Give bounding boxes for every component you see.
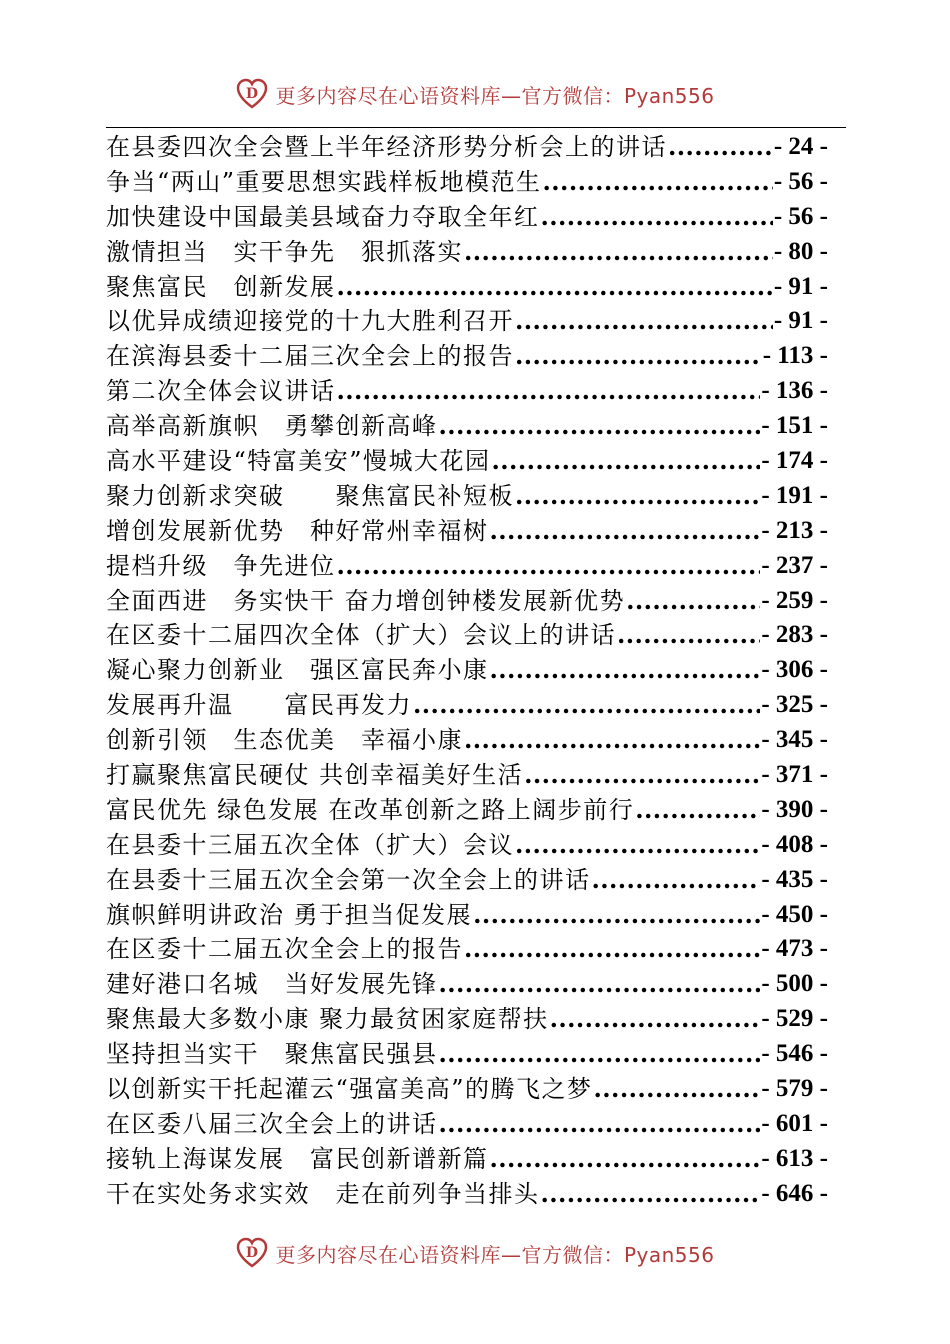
- toc-entry[interactable]: [106, 1142, 828, 1177]
- watermark-text: 更多内容尽在心语资料库—官方微信：Pyan556: [275, 1242, 715, 1267]
- toc-leader-dots: [540, 1177, 761, 1212]
- toc-leader-dots: [514, 339, 762, 374]
- toc-entry-page-number: - 24 -: [773, 133, 828, 160]
- toc-entry[interactable]: [106, 1037, 828, 1072]
- toc-entry-page-number: - 306 -: [761, 656, 828, 684]
- toc-entry[interactable]: [106, 1177, 828, 1212]
- toc-entry[interactable]: [106, 1002, 828, 1037]
- toc-entry-page-number: - 113 -: [762, 342, 828, 370]
- toc-entry-title: 在县委四次全会暨上半年经济形势分析会上的讲话: [106, 133, 667, 161]
- toc-entry-page-number: - 646 -: [761, 1179, 828, 1207]
- heart-d-logo-icon: [235, 77, 269, 111]
- toc-entry[interactable]: [106, 1107, 828, 1142]
- toc-entry-title: 提档升级 争先进位: [106, 551, 336, 580]
- toc-entry[interactable]: [106, 688, 828, 723]
- toc-entry[interactable]: [106, 235, 828, 270]
- toc-entry-title: 在县委十三届五次全会第一次全会上的讲话: [106, 865, 591, 894]
- toc-leader-dots: [438, 409, 761, 444]
- toc-entry-page-number: - 371 -: [761, 761, 828, 789]
- toc-entry-title: 聚焦最大多数小康 聚力最贫困家庭帮扶: [106, 1005, 549, 1034]
- toc-entry[interactable]: [106, 444, 828, 479]
- header-watermark: [0, 76, 950, 112]
- toc-entry[interactable]: [106, 828, 828, 863]
- toc-entry[interactable]: [106, 723, 828, 758]
- toc-entry-title: 加快建设中国最美县域奋力夺取全年红: [106, 202, 540, 231]
- toc-entry-page-number: - 345 -: [761, 726, 828, 754]
- toc-leader-dots: [336, 270, 773, 305]
- toc-entry-page-number: - 613 -: [761, 1144, 828, 1172]
- toc-entry-title: 凝心聚力创新业 强区富民奔小康: [106, 656, 489, 685]
- toc-entry-title: 干在实处务求实效 走在前列争当排头: [106, 1179, 540, 1208]
- toc-leader-dots: [472, 898, 760, 933]
- toc-entry-title: 发展再升温 富民再发力: [106, 691, 412, 720]
- toc-entry-title: 激情担当 实干争先 狠抓落实: [106, 237, 463, 266]
- toc-leader-dots: [463, 932, 760, 967]
- toc-leader-dots: [514, 479, 760, 514]
- toc-entry[interactable]: [106, 409, 828, 444]
- toc-entry-title: 以创新实干托起灌云“强富美高”的腾飞之梦: [106, 1075, 593, 1104]
- toc-leader-dots: [491, 444, 761, 479]
- toc-leader-dots: [489, 514, 761, 549]
- toc-entry-page-number: - 390 -: [761, 795, 828, 823]
- toc-entry-page-number: - 91 -: [773, 307, 828, 335]
- toc-entry-page-number: - 473 -: [761, 935, 828, 963]
- toc-entry[interactable]: [106, 514, 828, 549]
- toc-entry-title: 第二次全体会议讲话: [106, 377, 336, 406]
- toc-leader-dots: [593, 1072, 761, 1107]
- toc-entry[interactable]: [106, 1072, 828, 1107]
- toc-leader-dots: [489, 653, 761, 688]
- toc-entry[interactable]: [106, 549, 828, 584]
- toc-entry-page-number: - 435 -: [761, 865, 828, 893]
- toc-entry-page-number: - 601 -: [761, 1109, 828, 1137]
- toc-entry-title: 全面西进 务实快干 奋力增创钟楼发展新优势: [106, 586, 626, 615]
- toc-entry-title: 坚持担当实干 聚焦富民强县: [106, 1040, 438, 1069]
- toc-entry[interactable]: [106, 793, 828, 828]
- toc-leader-dots: [634, 793, 760, 828]
- toc-entry[interactable]: [106, 130, 828, 165]
- toc-entry-title: 富民优先 绿色发展 在改革创新之路上阔步前行: [106, 795, 635, 824]
- toc-leader-dots: [523, 758, 760, 793]
- toc-leader-dots: [463, 723, 760, 758]
- toc-leader-dots: [489, 1142, 761, 1177]
- toc-entry-title: 创新引领 生态优美 幸福小康: [106, 726, 463, 755]
- toc-entry-title: 旗帜鲜明讲政治 勇于担当促发展: [106, 900, 473, 929]
- heart-d-logo-icon: [235, 1236, 269, 1270]
- toc-leader-dots: [336, 374, 761, 409]
- toc-entry-title: 接轨上海谋发展 富民创新谱新篇: [106, 1144, 489, 1173]
- toc-entry[interactable]: [106, 863, 828, 898]
- toc-leader-dots: [591, 863, 761, 898]
- toc-leader-dots: [438, 1107, 761, 1142]
- toc-entry-title: 在区委十二届四次全体（扩大）会议上的讲话: [106, 621, 616, 650]
- toc-entry-page-number: - 546 -: [761, 1040, 828, 1068]
- toc-entry[interactable]: [106, 932, 828, 967]
- toc-entry-page-number: - 500 -: [761, 970, 828, 998]
- toc-leader-dots: [667, 130, 773, 165]
- toc-entry-page-number: - 579 -: [761, 1075, 828, 1103]
- toc-leader-dots: [616, 618, 760, 653]
- toc-entry[interactable]: [106, 200, 828, 235]
- toc-entry-page-number: - 283 -: [761, 621, 828, 649]
- toc-entry-page-number: - 80 -: [773, 237, 828, 265]
- toc-entry-page-number: - 136 -: [761, 377, 828, 405]
- toc-entry-page-number: - 259 -: [761, 586, 828, 614]
- toc-entry-title: 聚焦富民 创新发展: [106, 272, 336, 301]
- toc-entry-title: 增创发展新优势 种好常州幸福树: [106, 516, 489, 545]
- toc-entry[interactable]: [106, 653, 828, 688]
- toc-entry-page-number: - 237 -: [761, 551, 828, 579]
- toc-entry[interactable]: [106, 304, 828, 339]
- toc-entry[interactable]: [106, 270, 828, 305]
- toc-entry-title: 在县委十三届五次全体（扩大）会议: [106, 830, 514, 859]
- toc-leader-dots: [514, 304, 773, 339]
- toc-entry-title: 在滨海县委十二届三次全会上的报告: [106, 342, 514, 371]
- toc-leader-dots: [625, 584, 760, 619]
- watermark-text: 更多内容尽在心语资料库—官方微信：Pyan556: [275, 83, 715, 108]
- toc-entry-page-number: - 91 -: [773, 272, 828, 300]
- header-rule: [106, 127, 846, 128]
- toc-leader-dots: [412, 688, 760, 723]
- table-of-contents: [106, 130, 828, 1212]
- toc-entry[interactable]: [106, 758, 828, 793]
- toc-entry-title: 聚力创新求突破 聚焦富民补短板: [106, 481, 514, 510]
- toc-leader-dots: [514, 828, 760, 863]
- toc-entry[interactable]: [106, 967, 828, 1002]
- toc-entry-page-number: - 151 -: [761, 412, 828, 440]
- toc-entry-title: 在区委八届三次全会上的讲话: [106, 1109, 438, 1138]
- toc-entry-title: 高举高新旗帜 勇攀创新高峰: [106, 412, 438, 441]
- toc-leader-dots: [463, 235, 773, 270]
- toc-entry-page-number: - 325 -: [761, 691, 828, 719]
- toc-entry-title: 打赢聚焦富民硬仗 共创幸福美好生活: [106, 761, 524, 790]
- svg-text:D: D: [246, 86, 259, 102]
- toc-entry-title: 高水平建设“特富美安”慢城大花园: [106, 447, 491, 476]
- toc-leader-dots: [542, 165, 773, 200]
- toc-entry-page-number: - 529 -: [761, 1005, 828, 1033]
- toc-entry-page-number: - 56 -: [773, 202, 828, 230]
- toc-entry-page-number: - 408 -: [761, 830, 828, 858]
- toc-entry[interactable]: [106, 618, 828, 653]
- footer-watermark: [0, 1235, 950, 1271]
- toc-leader-dots: [336, 549, 761, 584]
- toc-entry-title: 以优异成绩迎接党的十九大胜利召开: [106, 307, 514, 336]
- toc-leader-dots: [549, 1002, 761, 1037]
- toc-entry-page-number: - 191 -: [761, 481, 828, 509]
- svg-text:D: D: [246, 1245, 259, 1261]
- toc-entry-title: 争当“两山”重要思想实践样板地模范生: [106, 167, 542, 196]
- toc-leader-dots: [540, 200, 773, 235]
- toc-entry-title: 在区委十二届五次全会上的报告: [106, 935, 463, 964]
- toc-entry-page-number: - 450 -: [761, 900, 828, 928]
- toc-leader-dots: [438, 1037, 761, 1072]
- toc-entry[interactable]: [106, 374, 828, 409]
- toc-entry[interactable]: [106, 584, 828, 619]
- toc-entry[interactable]: [106, 165, 828, 200]
- toc-entry[interactable]: [106, 898, 828, 933]
- toc-entry-title: 建好港口名城 当好发展先锋: [106, 970, 438, 999]
- toc-entry[interactable]: [106, 479, 828, 514]
- toc-entry-page-number: - 56 -: [773, 167, 828, 195]
- toc-leader-dots: [438, 967, 761, 1002]
- toc-entry-page-number: - 213 -: [761, 516, 828, 544]
- toc-entry[interactable]: [106, 339, 828, 374]
- toc-entry-page-number: - 174 -: [761, 447, 828, 475]
